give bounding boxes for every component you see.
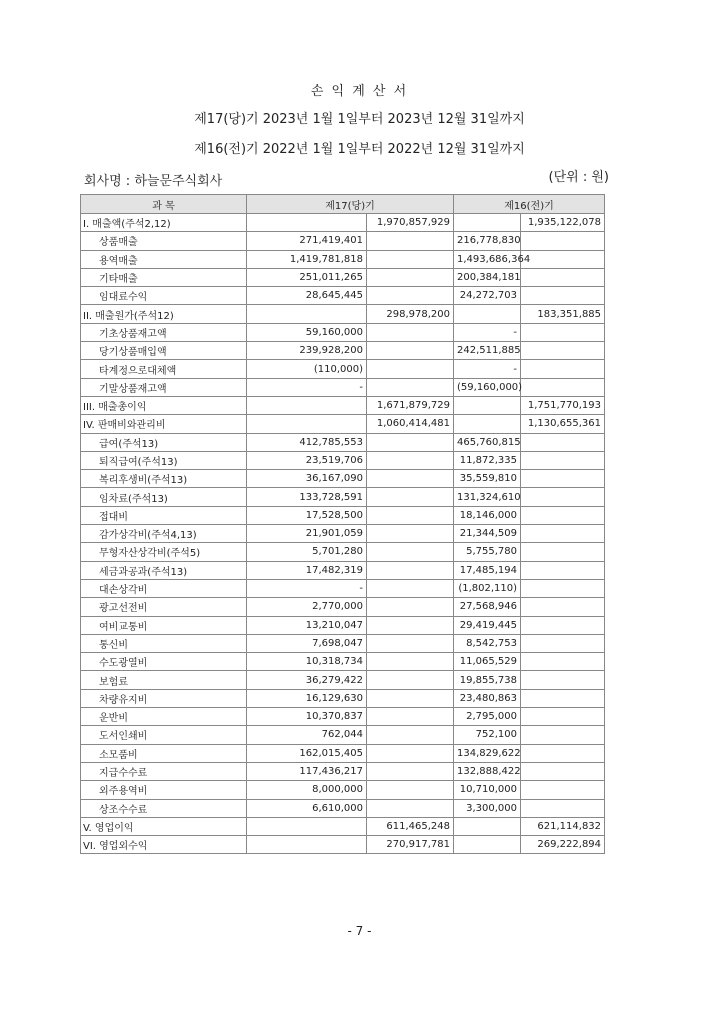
- prior-detail-amount: 5,755,780: [454, 543, 521, 561]
- current-total-amount: [367, 561, 454, 579]
- prior-period: 제16(전)기 2022년 1월 1일부터 2022년 12월 31일까지: [194, 142, 525, 157]
- row-label: 외주용역비: [81, 781, 247, 799]
- prior-total-amount: [521, 506, 605, 524]
- current-total-amount: [367, 287, 454, 305]
- current-total-amount: [367, 579, 454, 597]
- prior-total-amount: 269,222,894: [521, 836, 605, 854]
- prior-detail-amount: [454, 836, 521, 854]
- current-detail-amount: 7,698,047: [247, 634, 367, 652]
- current-detail-amount: 17,482,319: [247, 561, 367, 579]
- current-total-amount: 1,970,857,929: [367, 214, 454, 232]
- current-total-amount: [367, 451, 454, 469]
- prior-total-amount: [521, 287, 605, 305]
- row-label: 차량유지비: [81, 689, 247, 707]
- row-label: 기말상품재고액: [81, 378, 247, 396]
- prior-detail-amount: 216,778,830: [454, 232, 521, 250]
- document-title: 손 익 계 산 서: [310, 84, 409, 99]
- table-row: [81, 214, 605, 232]
- current-detail-amount: [247, 836, 367, 854]
- current-total-amount: [367, 762, 454, 780]
- row-label: 도서인쇄비: [81, 726, 247, 744]
- current-total-amount: [367, 506, 454, 524]
- prior-detail-amount: 134,829,622: [454, 744, 521, 762]
- row-label: 상조수수료: [81, 799, 247, 817]
- prior-total-amount: [521, 689, 605, 707]
- prior-detail-amount: 11,065,529: [454, 653, 521, 671]
- row-label: IV. 판매비와관리비: [81, 415, 247, 433]
- table-row: [81, 653, 605, 671]
- prior-total-amount: [521, 378, 605, 396]
- current-total-amount: 298,978,200: [367, 305, 454, 323]
- current-total-amount: [367, 634, 454, 652]
- row-label: I. 매출액(주석2,12): [81, 214, 247, 232]
- prior-detail-amount: 24,272,703: [454, 287, 521, 305]
- current-detail-amount: -: [247, 378, 367, 396]
- table-row: [81, 781, 605, 799]
- prior-detail-amount: 131,324,610: [454, 488, 521, 506]
- table-row: [81, 506, 605, 524]
- current-total-amount: [367, 250, 454, 268]
- prior-total-amount: [521, 653, 605, 671]
- row-label: 급여(주석13): [81, 433, 247, 451]
- prior-detail-amount: -: [454, 360, 521, 378]
- header-current: 제17(당)기: [247, 195, 454, 214]
- prior-total-amount: [521, 323, 605, 341]
- prior-detail-amount: 132,888,422: [454, 762, 521, 780]
- row-label: V. 영업이익: [81, 817, 247, 835]
- table-row: [81, 451, 605, 469]
- row-label: 운반비: [81, 708, 247, 726]
- current-total-amount: [367, 525, 454, 543]
- prior-total-amount: [521, 762, 605, 780]
- row-label: 지급수수료: [81, 762, 247, 780]
- current-detail-amount: 2,770,000: [247, 598, 367, 616]
- prior-total-amount: [521, 634, 605, 652]
- current-total-amount: [367, 488, 454, 506]
- table-row: [81, 305, 605, 323]
- current-detail-amount: 117,436,217: [247, 762, 367, 780]
- current-period: 제17(당)기 2023년 1월 1일부터 2023년 12월 31일까지: [194, 112, 525, 127]
- row-label: 대손상각비: [81, 579, 247, 597]
- prior-detail-amount: 3,300,000: [454, 799, 521, 817]
- prior-detail-amount: 27,568,946: [454, 598, 521, 616]
- table-row: [81, 598, 605, 616]
- prior-total-amount: [521, 543, 605, 561]
- table-row: [81, 378, 605, 396]
- current-detail-amount: 23,519,706: [247, 451, 367, 469]
- current-detail-amount: 36,167,090: [247, 470, 367, 488]
- current-total-amount: [367, 708, 454, 726]
- current-total-amount: [367, 726, 454, 744]
- table-row: [81, 708, 605, 726]
- table-row: [81, 634, 605, 652]
- row-label: 용역매출: [81, 250, 247, 268]
- row-label: VI. 영업외수익: [81, 836, 247, 854]
- row-label: 임차료(주석13): [81, 488, 247, 506]
- current-detail-amount: 239,928,200: [247, 342, 367, 360]
- table-row: [81, 268, 605, 286]
- page-number: - 7 -: [347, 924, 372, 938]
- table-row: [81, 561, 605, 579]
- current-detail-amount: [247, 415, 367, 433]
- prior-detail-amount: 2,795,000: [454, 708, 521, 726]
- current-detail-amount: 36,279,422: [247, 671, 367, 689]
- table-row: [81, 488, 605, 506]
- current-detail-amount: 162,015,405: [247, 744, 367, 762]
- prior-total-amount: [521, 470, 605, 488]
- prior-detail-amount: 21,344,509: [454, 525, 521, 543]
- prior-total-amount: [521, 799, 605, 817]
- prior-total-amount: 1,130,655,361: [521, 415, 605, 433]
- prior-detail-amount: 465,760,815: [454, 433, 521, 451]
- row-label: 수도광열비: [81, 653, 247, 671]
- current-total-amount: [367, 378, 454, 396]
- row-label: 퇴직급여(주석13): [81, 451, 247, 469]
- table-row: [81, 415, 605, 433]
- prior-detail-amount: [454, 396, 521, 414]
- table-row: [81, 726, 605, 744]
- table-row: [81, 817, 605, 835]
- prior-detail-amount: 29,419,445: [454, 616, 521, 634]
- current-detail-amount: [247, 817, 367, 835]
- current-total-amount: [367, 323, 454, 341]
- current-detail-amount: 21,901,059: [247, 525, 367, 543]
- prior-total-amount: [521, 268, 605, 286]
- current-detail-amount: 5,701,280: [247, 543, 367, 561]
- prior-detail-amount: 1,493,686,364: [454, 250, 521, 268]
- current-detail-amount: -: [247, 579, 367, 597]
- header-prior: 제16(전)기: [454, 195, 605, 214]
- row-label: 상품매출: [81, 232, 247, 250]
- prior-detail-amount: [454, 817, 521, 835]
- table-header-row: [81, 195, 605, 214]
- row-label: 광고선전비: [81, 598, 247, 616]
- prior-detail-amount: (1,802,110): [454, 579, 521, 597]
- current-detail-amount: 133,728,591: [247, 488, 367, 506]
- current-detail-amount: 17,528,500: [247, 506, 367, 524]
- prior-total-amount: [521, 781, 605, 799]
- current-total-amount: [367, 470, 454, 488]
- table-row: [81, 616, 605, 634]
- prior-detail-amount: 35,559,810: [454, 470, 521, 488]
- prior-detail-amount: -: [454, 323, 521, 341]
- prior-detail-amount: [454, 214, 521, 232]
- prior-total-amount: [521, 342, 605, 360]
- current-total-amount: [367, 781, 454, 799]
- unit-label: (단위 : 원): [548, 170, 609, 185]
- table-row: [81, 744, 605, 762]
- table-row: [81, 836, 605, 854]
- current-detail-amount: 13,210,047: [247, 616, 367, 634]
- income-statement-table: [80, 194, 605, 854]
- prior-total-amount: 1,935,122,078: [521, 214, 605, 232]
- prior-total-amount: [521, 360, 605, 378]
- current-total-amount: [367, 598, 454, 616]
- current-detail-amount: (110,000): [247, 360, 367, 378]
- row-label: 복리후생비(주석13): [81, 470, 247, 488]
- current-detail-amount: 251,011,265: [247, 268, 367, 286]
- current-detail-amount: 16,129,630: [247, 689, 367, 707]
- current-total-amount: [367, 671, 454, 689]
- prior-detail-amount: 18,146,000: [454, 506, 521, 524]
- current-total-amount: 1,060,414,481: [367, 415, 454, 433]
- table-body: [81, 214, 605, 854]
- current-detail-amount: 8,000,000: [247, 781, 367, 799]
- current-total-amount: [367, 799, 454, 817]
- current-total-amount: [367, 689, 454, 707]
- current-total-amount: 270,917,781: [367, 836, 454, 854]
- prior-detail-amount: (59,160,000): [454, 378, 521, 396]
- table-row: [81, 342, 605, 360]
- prior-total-amount: [521, 598, 605, 616]
- table-row: [81, 762, 605, 780]
- prior-detail-amount: [454, 415, 521, 433]
- current-total-amount: [367, 268, 454, 286]
- prior-total-amount: [521, 433, 605, 451]
- current-total-amount: [367, 653, 454, 671]
- table-row: [81, 433, 605, 451]
- row-label: 당기상품매입액: [81, 342, 247, 360]
- current-total-amount: [367, 360, 454, 378]
- table-row: [81, 287, 605, 305]
- current-detail-amount: 271,419,401: [247, 232, 367, 250]
- prior-detail-amount: 752,100: [454, 726, 521, 744]
- table-row: [81, 689, 605, 707]
- prior-total-amount: [521, 616, 605, 634]
- prior-total-amount: 621,114,832: [521, 817, 605, 835]
- table-row: [81, 323, 605, 341]
- row-label: 무형자산상각비(주석5): [81, 543, 247, 561]
- current-total-amount: [367, 543, 454, 561]
- prior-total-amount: [521, 525, 605, 543]
- current-total-amount: 611,465,248: [367, 817, 454, 835]
- row-label: 접대비: [81, 506, 247, 524]
- row-label: 임대료수익: [81, 287, 247, 305]
- current-total-amount: [367, 744, 454, 762]
- table-row: [81, 799, 605, 817]
- row-label: II. 매출원가(주석12): [81, 305, 247, 323]
- table-row: [81, 470, 605, 488]
- current-detail-amount: 412,785,553: [247, 433, 367, 451]
- row-label: III. 매출총이익: [81, 396, 247, 414]
- current-detail-amount: 59,160,000: [247, 323, 367, 341]
- current-detail-amount: [247, 305, 367, 323]
- table-row: [81, 671, 605, 689]
- current-detail-amount: 10,370,837: [247, 708, 367, 726]
- prior-detail-amount: 19,855,738: [454, 671, 521, 689]
- table-row: [81, 360, 605, 378]
- table-row: [81, 579, 605, 597]
- prior-total-amount: 183,351,885: [521, 305, 605, 323]
- prior-total-amount: [521, 488, 605, 506]
- prior-total-amount: [521, 232, 605, 250]
- prior-total-amount: [521, 744, 605, 762]
- prior-detail-amount: 17,485,194: [454, 561, 521, 579]
- prior-detail-amount: 11,872,335: [454, 451, 521, 469]
- company-name: 회사명 : 하늘문주식회사: [84, 174, 223, 189]
- prior-detail-amount: 200,384,181: [454, 268, 521, 286]
- table-row: [81, 543, 605, 561]
- prior-total-amount: [521, 561, 605, 579]
- prior-total-amount: [521, 726, 605, 744]
- current-total-amount: [367, 433, 454, 451]
- prior-total-amount: [521, 579, 605, 597]
- row-label: 기타매출: [81, 268, 247, 286]
- row-label: 세금과공과(주석13): [81, 561, 247, 579]
- current-detail-amount: 6,610,000: [247, 799, 367, 817]
- prior-total-amount: 1,751,770,193: [521, 396, 605, 414]
- prior-total-amount: [521, 708, 605, 726]
- current-detail-amount: 10,318,734: [247, 653, 367, 671]
- current-detail-amount: 1,419,781,818: [247, 250, 367, 268]
- prior-detail-amount: 23,480,863: [454, 689, 521, 707]
- current-detail-amount: 28,645,445: [247, 287, 367, 305]
- current-total-amount: [367, 616, 454, 634]
- row-label: 여비교통비: [81, 616, 247, 634]
- prior-detail-amount: 10,710,000: [454, 781, 521, 799]
- row-label: 감가상각비(주석4,13): [81, 525, 247, 543]
- row-label: 타계정으로대체액: [81, 360, 247, 378]
- current-detail-amount: 762,044: [247, 726, 367, 744]
- table-row: [81, 232, 605, 250]
- row-label: 소모품비: [81, 744, 247, 762]
- current-detail-amount: [247, 214, 367, 232]
- current-total-amount: [367, 342, 454, 360]
- prior-total-amount: [521, 250, 605, 268]
- row-label: 보험료: [81, 671, 247, 689]
- prior-detail-amount: [454, 305, 521, 323]
- table-row: [81, 525, 605, 543]
- prior-total-amount: [521, 451, 605, 469]
- row-label: 통신비: [81, 634, 247, 652]
- header-item: 과 목: [81, 195, 247, 214]
- table-row: [81, 250, 605, 268]
- row-label: 기초상품재고액: [81, 323, 247, 341]
- current-detail-amount: [247, 396, 367, 414]
- prior-detail-amount: 8,542,753: [454, 634, 521, 652]
- table-row: [81, 396, 605, 414]
- current-total-amount: 1,671,879,729: [367, 396, 454, 414]
- current-total-amount: [367, 232, 454, 250]
- prior-detail-amount: 242,511,885: [454, 342, 521, 360]
- prior-total-amount: [521, 671, 605, 689]
